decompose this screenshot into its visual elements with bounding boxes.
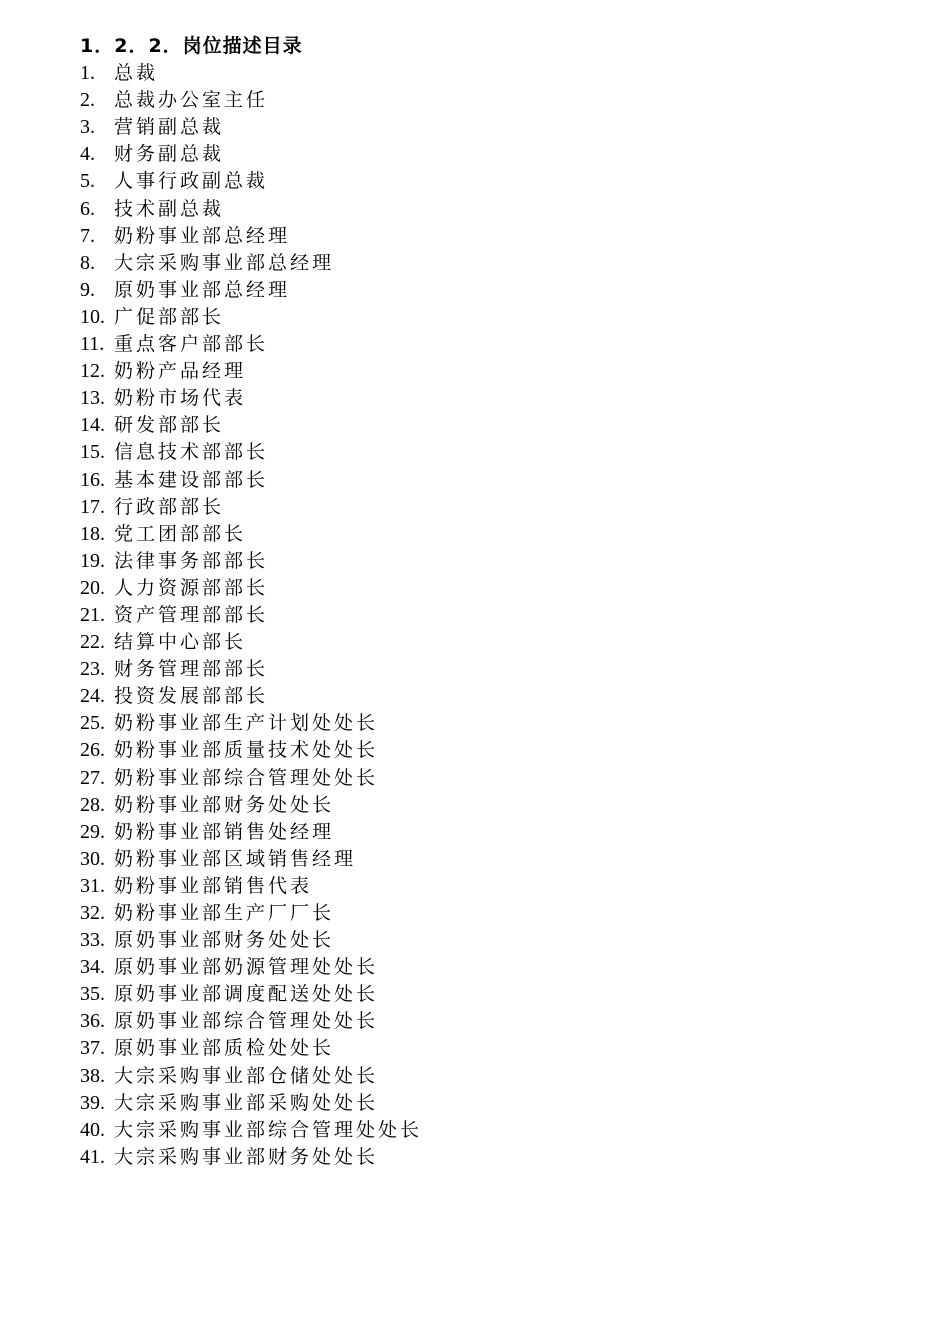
list-item xyxy=(80,168,880,195)
list-item-title: 大宗采购事业部仓储处处长 xyxy=(114,1064,379,1087)
list-item-number: 33. xyxy=(80,929,105,952)
list-item-number: 22. xyxy=(80,631,105,654)
list-item xyxy=(80,250,880,277)
list-item xyxy=(80,1063,880,1090)
list-item-title: 大宗采购事业部总经理 xyxy=(114,251,335,274)
list-item-number: 36. xyxy=(80,1010,105,1033)
list-item-title: 信息技术部部长 xyxy=(114,441,269,464)
list-item-title: 行政部部长 xyxy=(114,495,225,518)
list-item xyxy=(80,737,880,764)
list-item-title: 大宗采购事业部采购处处长 xyxy=(114,1091,379,1114)
list-item-title: 总裁办公室主任 xyxy=(114,89,269,112)
list-item-number: 16. xyxy=(80,468,105,491)
list-item-title: 财务管理部部长 xyxy=(114,658,269,681)
list-item-number: 4. xyxy=(80,143,95,166)
list-item-title: 奶粉事业部总经理 xyxy=(114,224,291,247)
list-item xyxy=(80,792,880,819)
list-item-number: 41. xyxy=(80,1145,105,1168)
list-item-number: 6. xyxy=(80,197,95,220)
list-item xyxy=(80,494,880,521)
list-item xyxy=(80,277,880,304)
list-item-title: 技术副总裁 xyxy=(114,197,225,220)
list-item-number: 8. xyxy=(80,251,95,274)
list-item xyxy=(80,412,880,439)
list-item-number: 32. xyxy=(80,902,105,924)
list-item-number: 14. xyxy=(80,414,105,437)
list-item xyxy=(80,710,880,737)
list-item xyxy=(80,60,880,87)
list-item-number: 34. xyxy=(80,956,105,979)
section-heading: 1．2．2．岗位描述目录 xyxy=(80,35,303,57)
list-item-title: 资产管理部部长 xyxy=(114,603,269,626)
list-item-number: 31. xyxy=(80,874,105,897)
list-item-title: 原奶事业部总经理 xyxy=(114,278,291,301)
list-item xyxy=(80,196,880,223)
list-item xyxy=(80,1144,880,1171)
list-item-title: 奶粉事业部生产厂厂长 xyxy=(114,902,335,924)
list-item xyxy=(80,954,880,981)
list-item xyxy=(80,548,880,575)
list-item-number: 40. xyxy=(80,1118,105,1141)
list-item-number: 29. xyxy=(80,820,105,843)
list-item xyxy=(80,467,880,494)
list-item-title: 财务副总裁 xyxy=(114,143,225,166)
list-item xyxy=(80,304,880,331)
list-item-title: 大宗采购事业部综合管理处处长 xyxy=(114,1118,423,1141)
list-item-title: 原奶事业部财务处处长 xyxy=(114,929,335,952)
list-item xyxy=(80,1035,880,1062)
list-item-number: 13. xyxy=(80,387,105,410)
list-item xyxy=(80,87,880,114)
list-item xyxy=(80,223,880,250)
list-item-number: 11. xyxy=(80,333,105,356)
list-item-number: 15. xyxy=(80,441,105,464)
list-item xyxy=(80,439,880,466)
list-item-title: 法律事务部部长 xyxy=(114,549,269,572)
job-description-list xyxy=(80,60,880,1171)
list-item-title: 人力资源部部长 xyxy=(114,576,269,599)
list-item-number: 35. xyxy=(80,983,105,1006)
list-item-title: 奶粉事业部销售代表 xyxy=(114,874,313,897)
list-item-number: 27. xyxy=(80,766,105,789)
list-item-number: 2. xyxy=(80,89,95,112)
list-item xyxy=(80,1117,880,1144)
list-item-title: 总裁 xyxy=(114,62,159,85)
list-item-number: 38. xyxy=(80,1064,105,1087)
list-item-title: 原奶事业部调度配送处处长 xyxy=(114,983,379,1006)
list-item-title: 广促部部长 xyxy=(114,305,225,328)
list-item-title: 研发部部长 xyxy=(114,414,225,437)
list-item-number: 1. xyxy=(80,62,95,85)
list-item-number: 30. xyxy=(80,847,105,870)
list-item-title: 人事行政副总裁 xyxy=(114,170,269,193)
list-item-number: 39. xyxy=(80,1091,105,1114)
list-item-number: 26. xyxy=(80,739,105,762)
list-item-title: 重点客户部部长 xyxy=(114,333,269,356)
list-item-number: 20. xyxy=(80,576,105,599)
list-item-title: 原奶事业部综合管理处处长 xyxy=(114,1010,379,1033)
list-item-number: 19. xyxy=(80,549,105,572)
list-item xyxy=(80,981,880,1008)
list-item-title: 投资发展部部长 xyxy=(114,685,269,708)
list-item-title: 结算中心部长 xyxy=(114,631,247,654)
list-item-title: 奶粉事业部生产计划处处长 xyxy=(114,712,379,735)
list-item-number: 23. xyxy=(80,658,105,681)
list-item xyxy=(80,900,880,927)
list-item-title: 基本建设部部长 xyxy=(114,468,269,491)
list-item xyxy=(80,358,880,385)
list-item-title: 奶粉事业部质量技术处处长 xyxy=(114,739,379,762)
list-item-title: 党工团部部长 xyxy=(114,522,247,545)
list-item xyxy=(80,873,880,900)
list-item-title: 奶粉产品经理 xyxy=(114,360,247,383)
list-item xyxy=(80,114,880,141)
list-item-title: 原奶事业部质检处处长 xyxy=(114,1037,335,1060)
list-item-number: 21. xyxy=(80,603,105,626)
list-item-number: 28. xyxy=(80,793,105,816)
list-item xyxy=(80,629,880,656)
list-item-title: 原奶事业部奶源管理处处长 xyxy=(114,956,379,979)
list-item xyxy=(80,683,880,710)
list-item-number: 24. xyxy=(80,685,105,708)
list-item-number: 12. xyxy=(80,360,105,383)
list-item xyxy=(80,575,880,602)
list-item-title: 奶粉事业部财务处处长 xyxy=(114,793,335,816)
list-item-title: 大宗采购事业部财务处处长 xyxy=(114,1145,379,1168)
list-item-number: 9. xyxy=(80,278,95,301)
list-item xyxy=(80,385,880,412)
list-item-number: 18. xyxy=(80,522,105,545)
list-item-number: 37. xyxy=(80,1037,105,1060)
list-item xyxy=(80,819,880,846)
list-item-number: 7. xyxy=(80,224,95,247)
list-item-title: 奶粉事业部综合管理处处长 xyxy=(114,766,379,789)
list-item xyxy=(80,521,880,548)
list-item-number: 5. xyxy=(80,170,95,193)
list-item xyxy=(80,141,880,168)
list-item-title: 奶粉事业部区域销售经理 xyxy=(114,847,357,870)
list-item-title: 奶粉事业部销售处经理 xyxy=(114,820,335,843)
list-item xyxy=(80,846,880,873)
list-item xyxy=(80,927,880,954)
list-item xyxy=(80,1008,880,1035)
list-item-number: 10. xyxy=(80,305,105,328)
list-item-number: 3. xyxy=(80,116,95,139)
document-body xyxy=(80,33,880,1171)
list-item xyxy=(80,331,880,358)
list-item xyxy=(80,602,880,629)
list-item-title: 营销副总裁 xyxy=(114,116,225,139)
list-item-number: 17. xyxy=(80,495,105,518)
list-item xyxy=(80,765,880,792)
list-item xyxy=(80,1090,880,1117)
list-item-number: 25. xyxy=(80,712,105,735)
list-item-title: 奶粉市场代表 xyxy=(114,387,247,410)
list-item xyxy=(80,656,880,683)
